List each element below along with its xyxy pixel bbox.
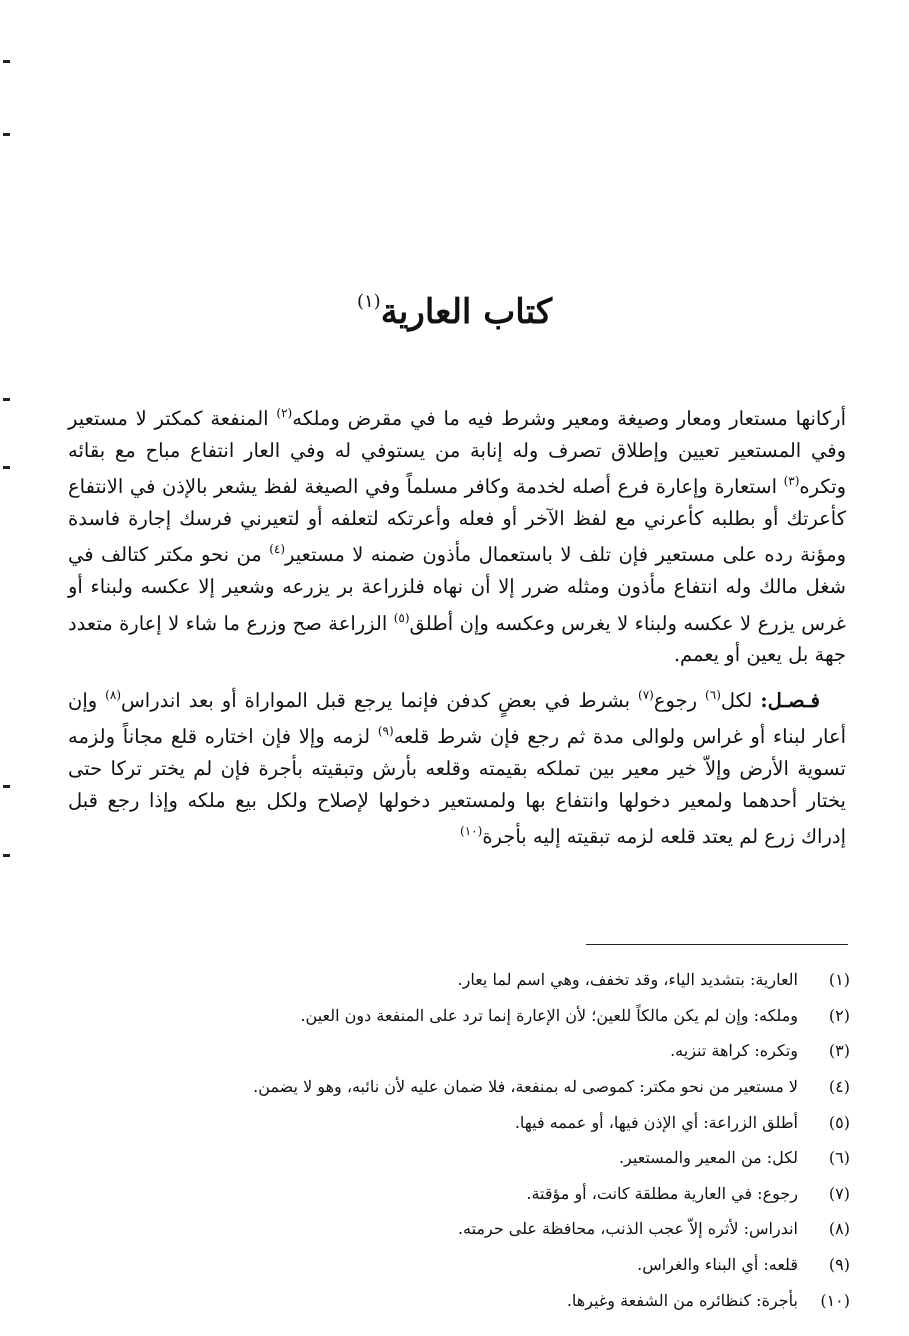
footnote-item xyxy=(90,1211,850,1247)
footnote-text: قلعه: أي البناء والغراس. xyxy=(637,1255,798,1275)
text-segment: من نحو مكتر كتالف في شغل مالك وله انتفاع مأذون ومثله ضرر إلا أن نهاه فلزراعة بر يزرعه وشعير إلا عكسه ولبناء أو غرس يزرع لا عكسه ولبناء لا يغرس وعكسه وإن أطلق xyxy=(68,543,846,635)
text-segment: بشرط في بعضٍ كدفن فإنما يرجع قبل المواراة أو بعد اندراس xyxy=(121,688,639,712)
text-segment: لكل xyxy=(720,688,761,712)
footnote-number: (٥) xyxy=(828,1112,850,1132)
footnote-item xyxy=(90,1282,850,1318)
text-segment: استعارة وإعارة فرع أصله لخدمة وكافر مسلماً وفي الصيغة لفظ يشعر بالإذن في الانتفاع كأعرتك أو بطلبه كأعرني مع لفظ الآخر أو فعله وأعرتكه لتعلفه أو لتعيرني فرسك إجارة فاسدة ومؤنة رده على مستعير فإن تلف لا باستعمال مأذون ضمنه لا مستعير xyxy=(68,475,846,567)
chapter-title-text: كتاب العارية xyxy=(380,292,553,332)
paragraph-arkan xyxy=(68,398,846,671)
footnote-ref: (٢) xyxy=(276,406,293,420)
margin-mark xyxy=(3,398,10,401)
footnote-item xyxy=(90,998,850,1034)
footnote-ref: (٩) xyxy=(377,724,394,739)
text-segment: وإن أعار لبناء أو غراس ولوالى مدة ثم رجع فإن شرط قلعه xyxy=(68,688,846,749)
text-segment: المنفعة كمكتر لا مستعير وفي المستعير تعيين وإطلاق تصرف وله إنابة من يستوفي له وفي العار انتفاع مباح مع بقائه وتكره xyxy=(68,407,846,499)
footnote-text: رجوع: في العارية مطلقة كانت، أو مؤقتة. xyxy=(526,1183,798,1203)
margin-mark xyxy=(3,60,10,63)
footnote-number: (٢) xyxy=(828,1005,850,1025)
footnote-number: (١٠) xyxy=(820,1290,850,1310)
footnote-text: وملكه: وإن لم يكن مالكاً للعين؛ لأن الإعارة إنما ترد على المنفعة دون العين. xyxy=(300,1005,798,1025)
footnote-item xyxy=(90,1176,850,1212)
footnote-text: العارية: بتشديد الياء، وقد تخفف، وهي اسم لما يعار. xyxy=(457,970,798,990)
chapter-title-footnote-ref: (١) xyxy=(356,291,381,312)
margin-mark xyxy=(3,133,10,136)
footnote-text: أطلق الزراعة: أي الإذن فيها، أو عممه فيها. xyxy=(514,1112,798,1132)
footnote-item xyxy=(90,1033,850,1069)
footnote-separator xyxy=(586,944,848,945)
footnote-ref: (٤) xyxy=(269,542,286,557)
text-segment: رجوع xyxy=(653,688,706,712)
footnote-item xyxy=(90,1104,850,1140)
footnote-number: (٣) xyxy=(828,1041,850,1061)
footnote-item xyxy=(90,1069,850,1105)
text-segment: لزمه وإلا فإن اختاره قلع مجاناً ولزمه تسوية الأرض وإلاّ خير معير بين تملكه بقيمته وقلعه بأرش وتبقيته بأجرة فإن لم يختر تركا حتى يختار أحدهما ولمعير دخولها وانتفاع بها ولمستعير دخولها لإصلاح ولكل بيع ملكه وإذا رجع قبل إدراك زرع لم يعتد قلعه لزمه تبقيته إليه بأجرة xyxy=(68,725,846,849)
footnote-number: (٦) xyxy=(828,1148,850,1168)
footnote-text: اندراس: لأثره إلاّ عجب الذنب، محافظة على حرمته. xyxy=(457,1219,798,1239)
footnote-ref: (١٠) xyxy=(460,824,483,839)
text-segment: الزراعة صح وزرع ما شاء لا إعارة متعدد جهة بل يعين أو يعمم. xyxy=(68,611,846,667)
footnote-number: (٨) xyxy=(828,1219,850,1239)
footnotes-list xyxy=(90,962,850,1318)
margin-mark xyxy=(3,785,10,788)
footnote-number: (٧) xyxy=(828,1183,850,1203)
paragraph-fasl xyxy=(68,680,846,853)
footnote-ref: (٧) xyxy=(638,687,654,702)
footnote-number: (١) xyxy=(828,970,850,990)
footnote-text: لكل: من المعير والمستعير. xyxy=(618,1148,798,1168)
footnote-number: (٩) xyxy=(828,1255,850,1275)
footnote-text: بأجرة: كنظائره من الشفعة وغيرها. xyxy=(566,1290,798,1310)
chapter-title xyxy=(0,272,909,342)
section-label: فـصـل: xyxy=(760,688,820,712)
footnote-text: لا مستعير من نحو مكتر: كموصى له بمنفعة، فلا ضمان عليه لأن نائبه، وهو لا يضمن. xyxy=(253,1077,798,1097)
margin-mark xyxy=(3,466,10,469)
main-text xyxy=(68,398,846,853)
footnote-text: وتكره: كراهة تنزيه. xyxy=(670,1041,798,1061)
footnote-ref: (٥) xyxy=(393,610,410,625)
footnote-ref: (٨) xyxy=(105,687,121,702)
footnote-ref: (٣) xyxy=(783,474,800,489)
footnote-item xyxy=(90,962,850,998)
footnote-number: (٤) xyxy=(828,1077,850,1097)
margin-mark xyxy=(3,854,10,857)
text-segment: أركانها مستعار ومعار وصيغة ومعير وشرط فيه ما في مقرض وملكه xyxy=(292,407,846,430)
footnote-ref: (٦) xyxy=(705,687,721,702)
footnote-item xyxy=(90,1140,850,1176)
footnote-item xyxy=(90,1247,850,1283)
